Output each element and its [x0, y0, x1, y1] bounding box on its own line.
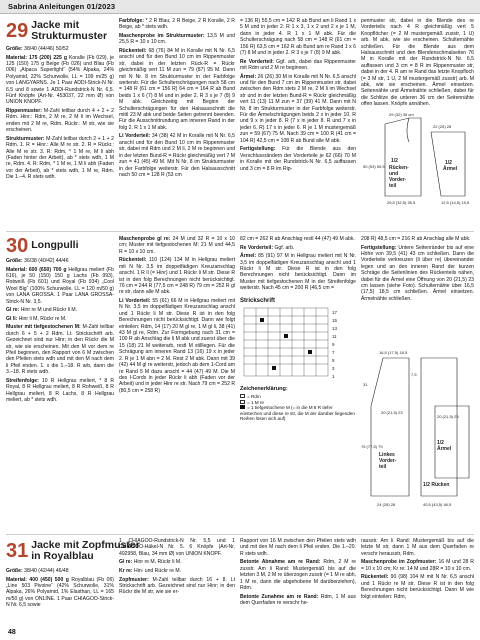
paragraph-text: Hinr re M und Rückr li M. — [20, 307, 78, 314]
paragraph-text: M-Zahl teilbar durch 4 + 2 + 2 Rdm. Hinr.: Rdm, 2 M re, 2 M li im Wechsel, enden mit 2 M re, Rdm. Rückr.: M str, wie sie erscheinen. — [6, 108, 114, 134]
paragraph — [240, 74, 356, 144]
pattern-number: 31 — [6, 540, 29, 563]
paragraph-heading: Größe: — [6, 568, 25, 574]
back-piece-label: teil — [389, 183, 397, 189]
back-piece-label: 1/2 Rücken — [423, 482, 450, 488]
paragraph-text: M-Zahl teilbar durch 16 + 8. Lt Strickschrift arb. Gezeichnet sind nur Hinr; in den Rückr die M str, wie sie er- — [119, 576, 235, 596]
size-label: 22 (25) 28 — [433, 124, 452, 129]
s29-size-diagram — [361, 112, 476, 230]
back-piece-label: und — [389, 171, 399, 177]
paragraph-heading: Gl li: — [6, 315, 19, 322]
back-piece-label: Rücken- — [389, 165, 409, 171]
paragraph-text: 36/38 (40/42) 44/46 — [24, 258, 69, 264]
paragraph-heading: Li Vorderteil: — [119, 298, 153, 305]
paragraph-text: = 136 R) 55,5 cm = 142 R ab Bund am li Rand 1 x 5 M und in jeder 2. R 1 x 3, 1 x 2 und 2 x je 1 M, dann in jeder 4. R 1 x 1 M abk. Für die Schulterschrägung nach 58 cm = 148 R (61 cm = 156 R) 63,5 cm = 162 R ab Bund am re Rand 1 x 6 (7) 8 M und in jeder 2. R 3 x je 7 (8) 9 M abk. — [240, 18, 356, 57]
size-label: 24 (28) 28 — [377, 502, 396, 507]
paragraph-heading: Farbfolge: — [119, 18, 146, 24]
paragraph-heading: Material: 175 (200) 225 g — [6, 54, 69, 61]
paragraph — [6, 378, 114, 404]
paragraph — [6, 46, 114, 52]
row-number: 17 — [332, 310, 338, 315]
front-piece-label: Vorder- — [379, 458, 397, 464]
paragraph-text: * 2 R Blau, 2 R Beige, 2 R Koralle, 2 R Beige, ab * stets wdh. — [119, 18, 235, 31]
paragraph-text: 208 R) 48,5 cm = 216 R ab Anschlag alle M abk. — [361, 236, 471, 242]
paragraph-heading: Rückenteil: — [119, 257, 149, 264]
paragraph-heading: Material: 400 (450) 500 g — [6, 576, 72, 583]
paragraph — [240, 538, 356, 557]
paragraph-heading: Größe: — [6, 258, 25, 264]
paragraph — [119, 18, 235, 31]
size-label: 29,5 (32,5) 35,5 — [387, 200, 416, 205]
legend-item: = 1 tiefgestochene M (= in die M 8 R tiefer einstechen und diese re str, die M der darüber liegenden Reihen lösen sich auf) — [240, 405, 355, 422]
row-number: 15 — [332, 318, 338, 323]
size-label: 40,5 (43,5) 46,5 — [423, 502, 452, 507]
paragraph-heading: Re Vorderteil: — [240, 58, 277, 65]
paragraph-text: M-Zahl teilbar durch 2 + 1 + 2 Rdm. 1. R = Hinr.: Alle M re str. 2. R = Rückr.: Alle M re str. 3. R: Rdm, * 1 M re, M li abh (Faden hinter der Arbeit), ab * stets wdh, 1 M re, Rdm. 4. R: Rdm, * 1 M re, 1 M li abh (Faden vor der Arbeit), ab * stets wdh, 1 M re, Rdm. Die 1.–4. R stets wdh. — [6, 135, 114, 181]
paragraph-text: Hin- und Rückr re M. — [134, 568, 182, 574]
legend-item: = 1 M re — [240, 400, 356, 406]
paragraph-text: 85 (91) 97 M in Hellgrau meliert mit N Nr. 3,5 im doppelfädigen Kreuzanschlag anschl und 1 Rückr li M str. Diese R ist in den folg Berechnungen nicht berücksichtigt. Dann im Muster mit tiefgestochenen M in der Streifenfolge weiterstr. Nach 45 cm = 200 R (46,5 cm = — [240, 253, 356, 292]
paragraph — [6, 55, 114, 106]
paragraph — [119, 236, 235, 255]
row-number: 11 — [332, 334, 337, 339]
paragraph-heading: Rippenmuster: — [6, 108, 44, 115]
paragraph-heading: Ärmel: — [240, 253, 259, 260]
paragraph-heading: Muster mit tiefgestochenen M: — [6, 324, 83, 331]
paragraph-text: 110 (124) 134 M in Hellgrau meliert mit N Nr. 3,5 im doppelfädigen Kreuzanschlag anschl. 1 R li (= Hinr) und 1 Rückr li M str. Diese R ist in den folg Berechnungen nicht berücksichtigt. 76 cm = 244 R (77,5 cm = 248 R) 79 cm = 252 R gl re str, dann alle M abk. — [119, 257, 235, 296]
paragraph-text: Rdm, 1 M aus dem Querfaden re verschr he- — [240, 593, 356, 607]
paragraph-heading: Kr re: — [119, 568, 135, 574]
s31-column-3 — [240, 538, 356, 626]
paragraph-heading: Maschenprobe gl re: — [119, 236, 173, 242]
paragraph-text: 13,5 M und 25,5 R = 10 x 10 cm. — [119, 33, 235, 46]
paragraph-text: 16 M und 28 R = 10 x 10 cm; Kr re: 14 M und 28R = 10 x 10 cm. — [361, 559, 474, 572]
paragraph-text: M-Zahl teilbar durch 6 + 5 + 2 Rdm. Lt. Strickschrift arb. Gezeichnet sind nur Hinr; in den Rückr die M str, wie sie erscheinen. Mit den M vor dem re Pfeil beginnen, den Rapport von 6 M zwischen den Pfeilen stets wdh und mit den M nach dem li Pfeil enden. 1. x die 1.–18. R arb, dann die 3.–18. R stets wdh. — [6, 324, 114, 376]
paragraph-text: Koralle (Fb 029), je 125 (150) 175 g Beige (Fb 026) und Blau (Fb 006) „Alpaca Superlight“ (54% Alpaka, 24% Polyamid, 22% Schurwolle, LL = 199 m/25 g) von LANGYARNS. Je 1 Paar ADDI-Strick-N Nr. 6,5 und 8 sowie 1 ADDI-Rundstrick-N Nr. 6,5. Fünf Knöpfe (Art-Nr. 453037, 22 mm Ø) von UNION KNOPF. — [6, 54, 114, 106]
sleeve-piece-label: 1/2 — [445, 160, 452, 166]
paragraph-text: 38/40 (42/44) 46/48 — [24, 568, 69, 574]
s30-stitch-chart — [240, 306, 356, 382]
paragraph-heading: Re Vorderteil: — [240, 244, 275, 251]
paragraph-heading: Ärmel: — [240, 73, 258, 80]
section-divider — [6, 231, 474, 232]
pattern-title: Jacke mit Zopfmuster in Royalblau — [31, 539, 140, 563]
s30-size-diagram — [361, 346, 476, 530]
paragraph-text: Untere Seitenränder bis auf eine Höhe von 39,5 (41) 43 cm schließen. Dann die Vorderteile verkreuzen (li über re) übereinander legen und an den inneren Rand der kurzen Schräge die Seitenlinien des Rückenteils nähen, dabei für die Ärmel eine Öffnung von 20 (21,5) 23 cm lassen (siehe Foto). Schulternähte über 16,5 (17,5) 18,5 cm schließen. Ärmel einsetzen. Ärmelnähte schließen. — [361, 244, 474, 302]
paragraph-heading: Gl re: — [119, 559, 134, 566]
paragraph — [240, 559, 356, 591]
size-label: 12,5 (14,5) 15,5 — [441, 200, 470, 205]
paragraph-text: Ggf. arb, dabei das Rippenmuster mit Rdm und 2 M re beginnen. — [240, 58, 356, 72]
paragraph-text: 38/40 (44/46) 50/52 — [24, 46, 69, 52]
paragraph — [240, 146, 356, 172]
paragraph-heading: Li Vorderteil: — [119, 133, 152, 140]
paragraph-text: 10 R Hellgrau meliert, * 8 R Royal, 8 R Hellgrau meliert, 8 R Rohweiß, 8 R Hellgrau meliert, 8 R Lachs, 8 R Hellgrau meliert, ab * stets wdh. — [6, 377, 114, 404]
s31-column-2 — [119, 538, 235, 626]
paragraph-heading: Fertigstellung: — [240, 146, 283, 153]
chart-heading: Strickschrift — [240, 298, 276, 304]
paragraph — [6, 307, 114, 313]
paragraph — [361, 18, 474, 108]
paragraph-text: 24 M und 32 R = 10 x 10 cm; Muster mit tiefgestochenen M: 21 M und 44,5 R = 10 x 10 cm. — [119, 236, 235, 255]
paragraph — [119, 568, 235, 574]
paragraph — [6, 324, 114, 375]
section-divider — [6, 534, 474, 535]
paragraph-heading: Rückenteil: — [119, 48, 149, 54]
paragraph-text: 90 (98) 104 M mit N Nr. 6,5 anschl und 1 Rückr re M str. Diese R ist in den folg Berechnungen nicht berücksichtigt. Dann M wie folgt einteilen: Rdm, — [361, 574, 474, 600]
size-label: 31 — [363, 382, 368, 387]
paragraph — [119, 133, 235, 178]
paragraph-text: 82 cm = 262 R ab Anschlag restl 44 (47) 49 M abk. — [240, 236, 355, 242]
s31-column-1 — [6, 568, 114, 626]
front-piece-label: teil — [379, 464, 387, 470]
paragraph — [119, 257, 235, 295]
paragraph — [6, 577, 114, 609]
row-number: 3 — [332, 366, 335, 371]
paragraph-heading: Rückenteil: — [361, 574, 391, 581]
size-label: 7,5 — [411, 372, 417, 377]
size-label: 50 (53) 55,5 — [363, 164, 385, 169]
row-number: 13 — [332, 326, 338, 331]
back-piece-label: Vorder- — [389, 177, 407, 183]
paragraph-text: 68 (76) 84 M in Koralle mit N Nr. 6,5 anschl und für den Bund 10 cm im Rippenmuster str, dabei in der letzten Rück-R = Rückr gleichmäßig vert 11 M zun = 79 (87) 95 M. Dann mit N Nr. 8 im Strukturmuster in der Farbfolge weiterstr. Für die Schulterschrägungen nach 58 cm = 148 R (61 cm = 156 R) 64 cm = 164 R ab Bund beids 1 x 6 (7) 8 M und in jeder 2. R 3 x je 7 (8) 9 M abk. Gleichzeitig mit Beginn der Schulterschrägungen für den Halsausschnitt die mittl 23 M abk und beide Seiten getrennt beenden. Für die Ausschnittrundung am inneren Rand in der folg 2. R 1 x 1 M abk. — [119, 48, 235, 131]
paragraph-heading: Betonte Zunahme am re Rand: — [240, 593, 321, 600]
paragraph-heading: Material: 600 (650) 700 g — [6, 266, 69, 273]
sleeve-piece-label: 1/2 — [437, 440, 444, 446]
legend-item: = Rdm — [240, 394, 356, 400]
s29-column-3 — [240, 18, 356, 226]
paragraph-text: Royalblau (Fb 06) „Line 503 Pivoine“ (42% Schurwolle, 31% Alpaka, 26% Polyamid, 1% Elasthan, LL = 165 m/50 g) von ONLINE. 1 Paar CHIAGOO-Strick-N Nr. 6,5 sowie — [6, 576, 114, 609]
paragraph-text: 1 CHIAGOO-Rundstrick-N Nr. 5,5 und 1 CHIAGOO-Häkel-N Nr. 5. 6 Knöpfe (Art-Nr. 492958, Blau, 34 mm Ø) von UNION KNOPF. — [119, 538, 235, 557]
header-title: Sabrina Anleitungen 01/2023 — [8, 2, 116, 11]
paragraph — [240, 245, 356, 251]
sleeve-piece-label: Ärmel — [443, 166, 458, 172]
paragraph-text: rausstr. Am li Rand: Mustergemäß bis auf die letzte M str, dann 1 M aus dem Querfaden re verschr herausstr, Rdm. — [361, 538, 474, 557]
s30-column-3 — [240, 236, 356, 294]
paragraph-heading: Gl re: — [6, 307, 21, 314]
paragraph — [119, 33, 235, 46]
paragraph-heading: Maschenprobe im Strukturmuster: — [119, 33, 208, 39]
paragraph-text: penmuster str, dabei in die Blende des re Vorderteils nach 4 R gleichmäßig vert 5 Knopflöcher (= 2 M mustergemäß zusstr, 1 U) arb. M abk, wie sie erscheinen. Schulternähte schließen. Für die Blende aus dem Halsausschnitt und den Blendenschmalseiten 76 M in Koralle mit der Rundstrick-N Nr. 6,5 auffassen und 3 cm = 8 R im Rippenmuster str, dabei in der 4. R am re Rand das letzte Knopfloch (= 3 M str, 1 U, 2 M mustergemäß zusstr) arb. M abk, wie sie erscheinen. Ärmel einsetzen. Seitennähte und Ärmelnähte schließen, dabei für die Schlitze die unteren 36 cm der Seitennähte offen lassen. Knöpfe annähen. — [361, 18, 474, 108]
row-number: 1 — [332, 374, 335, 379]
pattern-number: 30 — [6, 235, 29, 257]
paragraph-text: Hinr li M, Rückr re M. — [18, 315, 67, 322]
paragraph-heading: Maschenprobe im Zopfmuster: — [361, 559, 439, 566]
row-number: 7 — [332, 350, 335, 355]
paragraph-text: Hellgrau meliert (Fb 616), je 50 (150) 150 g Lachs (Fb 993), Rotweiß (Fb 601) und Royal (Fb 934) „Cool Wool Big“ (100% Schurwolle, LL = 120 m/50 g) von LANA GROSSA. 1 Paar LANA GROSSA-Strick-N Nr. 3,5. — [6, 266, 114, 305]
paragraph — [6, 108, 114, 134]
paragraph-text: Rdm, 2 M re zusstr. Am li Rand: Mustergemäß bis auf die letzten 3 M, 2 M re überzogen zusstr (= 1 M re abh, 1 M re, dann die abgehobene M darüberziehen), Rdm. — [240, 559, 356, 592]
s29-column-4 — [361, 18, 474, 110]
paragraph — [119, 538, 235, 557]
paragraph — [6, 258, 114, 264]
paragraph — [361, 245, 474, 303]
s30-column-4 — [361, 236, 474, 344]
paragraph-text: Für die Blende aus den Verschlussrändern der Vorderteile je 62 (66) 70 M in Koralle mit der Rundstrick-N Nr. 6,5 auffassen und 3 cm = 8 R im Rip- — [240, 146, 356, 172]
paragraph — [240, 594, 356, 607]
page-number: 48 — [8, 629, 16, 636]
pattern-number: 29 — [6, 20, 29, 43]
paragraph — [119, 48, 235, 131]
page-header — [0, 0, 480, 14]
paragraph — [361, 236, 474, 242]
pattern-title: Longpulli — [31, 239, 79, 252]
size-label: 16,5 (17,5) 18,5 — [379, 350, 408, 355]
pattern-30-title — [6, 236, 79, 256]
legend — [240, 394, 356, 422]
paragraph-text: 34 (38) 42 M in Koralle mit N Nr. 6,5 anschl und für den Bund 10 cm im Rippenmuster str, dabei mit Rdm und 2 M li, 2 M re beginnen und in der letzten Bund-R = Rückr gleichmäßig vert 7 M zun = 41 (45) 49 M. Mit N Nr. 8 im Strukturmuster in der Farbfolge weiterstr. Für den Halsausschnitt nach 50 cm = 128 R (53 cm — [119, 133, 235, 178]
legend-title: Zeichenerklärung: — [240, 386, 288, 392]
s31-column-4 — [361, 538, 474, 626]
s30-column-1 — [6, 258, 114, 528]
paragraph — [119, 577, 235, 596]
paragraph-heading: Betonte Abnahme am re Rand: — [240, 559, 324, 566]
paragraph-heading: Streifenfolge: — [6, 377, 42, 384]
paragraph — [240, 253, 356, 291]
paragraph — [361, 559, 474, 572]
size-label: 20 (21,5) 23 — [381, 410, 403, 415]
sleeve-piece-label: Ärmel — [437, 446, 452, 452]
paragraph-text: Ggf. arb. — [274, 244, 295, 251]
paragraph-heading: Zopfmuster: — [119, 576, 153, 583]
paragraph-heading: Größe: — [6, 46, 25, 52]
back-piece-label: 1/2 — [391, 158, 398, 164]
paragraph — [119, 559, 235, 565]
paragraph — [240, 59, 356, 72]
paragraph-heading: Strukturmuster: — [6, 135, 47, 142]
front-piece-label: Linkes — [379, 452, 395, 458]
paragraph-text: 26 (26) 30 M in Koralle mit N Nr. 6,5 anschl und für den Bund 7 cm im Rippenmuster str, dabei zwischen den Rdm stets 2 M re, 2 M li im Wechsel str und in der letzten Bund-R = Rückr gleichmäßig vert 11 (13) 11 M zun = 37 (39) 41 M. Dann mit N Nr. 8 im Strukturmuster in der Farbfolge weiterstr. Für die Ärmelschrägungen beids 2 x in jeder 10. R und 9 x in jeder 8. R (7 x in jeder 8. R und 7 x in jeder 6. R) 17 x in jeder 6. R je 1 M mustergemäß zun = 59 (67) 75 M. Nach 39 cm = 100 R (41 cm = 104 R) 42,5 cm = 108 R ab Bund alle M abk. — [240, 73, 356, 144]
pattern-title: Jacke mit Strukturmuster — [31, 19, 108, 43]
paragraph — [6, 136, 114, 181]
paragraph-heading: Fertigstellung: — [361, 244, 399, 251]
row-number: 5 — [332, 358, 335, 363]
size-label: 29 (32) 35 cm — [389, 112, 414, 117]
size-label: 76 (77,5) 79 — [361, 444, 383, 449]
paragraph — [6, 316, 114, 322]
paragraph — [361, 538, 474, 557]
paragraph — [240, 236, 356, 242]
paragraph — [6, 267, 114, 305]
paragraph-text: Hinr re M, Rückr li M. — [133, 559, 182, 566]
paragraph — [119, 298, 235, 394]
paragraph-text: 55 (61) 66 M in Hellgrau meliert mit N Nr. 3,5 im doppelfädigen Kreuzanschlag anschl und 1 Rückr li M str. Diese R ist in den folg Berechnungen nicht berücksichtigt. Dann wie folgt einteilen: Rdm, 14 (17) 20 M gl re, 1 M gl li, 38 (41) 43 M gl re, Rdm. Zur Formgebung nach 31 cm = 100 R ab Anschlag die li M abk und zuerst über die 15 (18) 21 M weiterarb, restl M stilllegen. Für die Schrägung am inneren Rand 13 (16) 19 x in jeder 2. R je 1 M abn = 2 M. Rest 2 M abk. Dann mit 39 (42) 44 M gl re weiterstr, jedoch ab dem 1-Cord am re Rand 5 M dazu anschl = 44 (47) 49 M. Die M des I-Cords in jeder Rückr li abh (Faden vor der Arbeit) und in jeder Hinr re str. Nach 79 cm = 252 R (80,5 cm = 258 R) — [119, 298, 235, 394]
s29-column-1 — [6, 46, 114, 226]
paragraph-text: Rapport von 16 M zwischen den Pfeilen stets wdh und mit den M nach dem li Pfeil enden. Die 1.–20. R stets wdh. — [240, 538, 356, 557]
row-number: 9 — [332, 342, 335, 347]
size-label: 20 (21,5) 23 — [437, 414, 459, 419]
paragraph — [361, 574, 474, 600]
s30-column-2 — [119, 236, 235, 528]
paragraph — [240, 18, 356, 56]
pattern-29-title — [6, 20, 107, 42]
s29-column-2 — [119, 18, 235, 226]
paragraph — [6, 568, 114, 574]
